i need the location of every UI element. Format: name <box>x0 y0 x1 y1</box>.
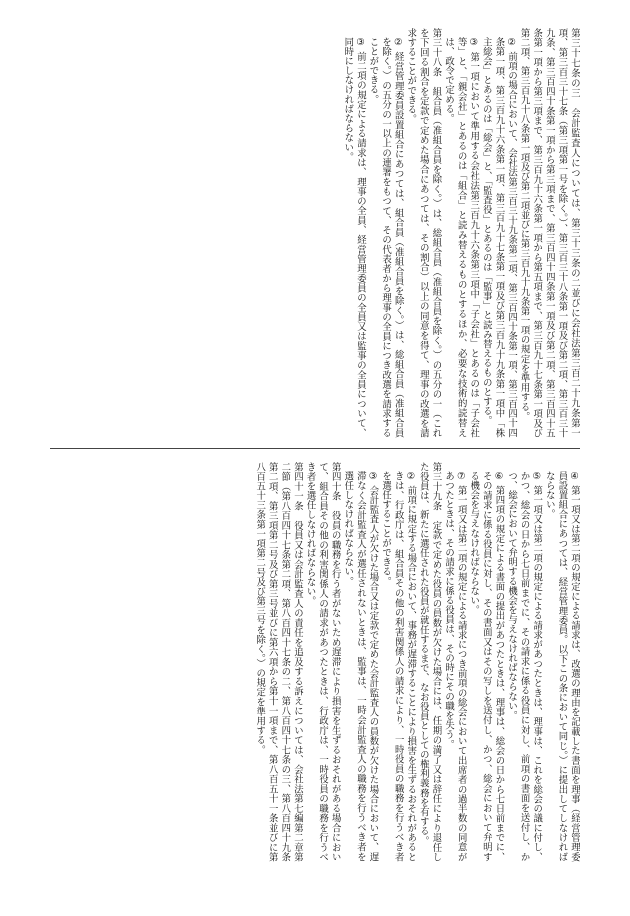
article-37-3-para-2: ② 前項の場合において、会社法第三百三十九条第二項、第三百四十条第一項、第三百四十四条第一項、第三百九十六条第一項、第三百九十七条第一項及び第三百九十九条第一項中「株主総会」とあるのは「総会」と、「監査役」とあるのは「監事」と読み替えるものとする。 <box>480 37 518 438</box>
article-38-para-2: ② 経営管理委員設置組合にあつては、組合員（准組合員を除く。）は、総組合員（准組合員を除く。）の五分の一以上の連署をもつて、その代表者から理事の全員につき改選を請求することができる。 <box>367 37 404 438</box>
upper-text-block <box>50 28 580 438</box>
section-divider <box>50 448 580 449</box>
article-38-para-4: ④ 第一項又は第二項の規定による請求は、改選の理由を記載した書面を理事（経営管理委員設置組合にあつては、経営管理委員。以下この条において同じ。）に提出してしなければならない。 <box>543 471 580 862</box>
article-39-para-2: ② 前項に規定する場合において、事務が遅滞することにより損害を生ずるおそれがあるときは、行政庁は、組合員その他の利害関係人の請求により、一時役員の職務を行うべき者を選任することができる。 <box>380 471 417 862</box>
lower-text-block <box>50 462 580 862</box>
article-39: 第三十九条 定款で定めた役員の員数が欠けた場合には、任期の満了又は辞任により退任した役員は、新たに選任された役員が就任するまで、なお役員としての権利義務を有する。 <box>417 462 442 862</box>
article-38-para-7: ⑦ 第一項又は第二項の規定による請求につき前項の総会において出席者の過半数の同意があつたときは、その請求に係る役員は、その時にその職を失う。 <box>443 471 467 862</box>
article-37-3: 第三十七条の三 会計監査人については、第三十三条の二並びに会社法第三百二十九条第一項、第三百三十七条（第三項第一号を除く。）、第三百三十八条第一項及び第二項、第三百三十九条、第三百四十条第一項から第三項まで、第三百四十四条第一項及び第二項、第三百四十五条第一項から第三項まで、第三百九十六条第一項から第五項まで、第三百九十七条第一項及び第二項、第三百九十八条第一項及び第二項並びに第三百九十九条第一項の規定を準用する。 <box>518 28 580 438</box>
article-38-para-5: ⑤ 第一項又は第二項の規定による請求があつたときは、理事は、これを総会の議に付し、かつ、総会の日から七日前までに、その請求に係る役員に対し、前項の書面を送付し、かつ、総会において弁明する機会を与えなければならない。 <box>506 471 543 862</box>
article-39-para-3: ③ 会計監査人が欠けた場合又は定款で定めた会計監査人の員数が欠けた場合において、遅滞なく会計監査人が選任されないときは、監事は、一時会計監査人の職務を行うべき者を選任しなければならない。 <box>342 471 379 862</box>
article-38-para-3: ③ 前二項の規定による請求は、理事の全員、経営管理委員の全員又は監事の全員について、同時にしなければならない。 <box>342 37 366 438</box>
article-38: 第三十八条 組合員（准組合員を除く。）は、総組合員（准組合員を除く。）の五分の一（これを下回る割合を定款で定めた場合にあつては、その割合）以上の同意を得て、理事の改選を請求することができる。 <box>405 28 442 438</box>
article-37-3-para-3: ③ 第一項において準用する会社法第三百九十六条第三項中「子会社」とあるのは「子会社等」と、「親会社」とあるのは「組合」と読み替えるものとするほか、必要な技術的読替えは、政令で定める。 <box>443 37 480 438</box>
article-41: 第四十一条 役員又は会計監査人の責任を追及する訴えについては、会社法第七編第二章第二節（第八百四十七条第二項、第八百四十七条の二、第八百四十七条の三、第八百四十九条第二項、第三項第二号及び第三号並びに第六項から第十一項まで、第八百五十一条並びに第八百五十三条第一項第二号及び第三号を除く。）の規定を準用する。 <box>254 462 303 862</box>
article-40: 第四十条 役員の職務を行う者がないため遅滞により損害を生ずるおそれがある場合において、組合員その他の利害関係人の請求があつたときは、行政庁は、一時役員の職務を行うべき者を選任しなければならない。 <box>304 462 341 862</box>
article-38-para-6: ⑥ 第四項の規定による書面の提出があつたときは、理事は、総会の日から七日前までに、その請求に係る役員に対し、その書面又はその写しを送付し、かつ、総会において弁明する機会を与えなければならない。 <box>468 471 505 862</box>
